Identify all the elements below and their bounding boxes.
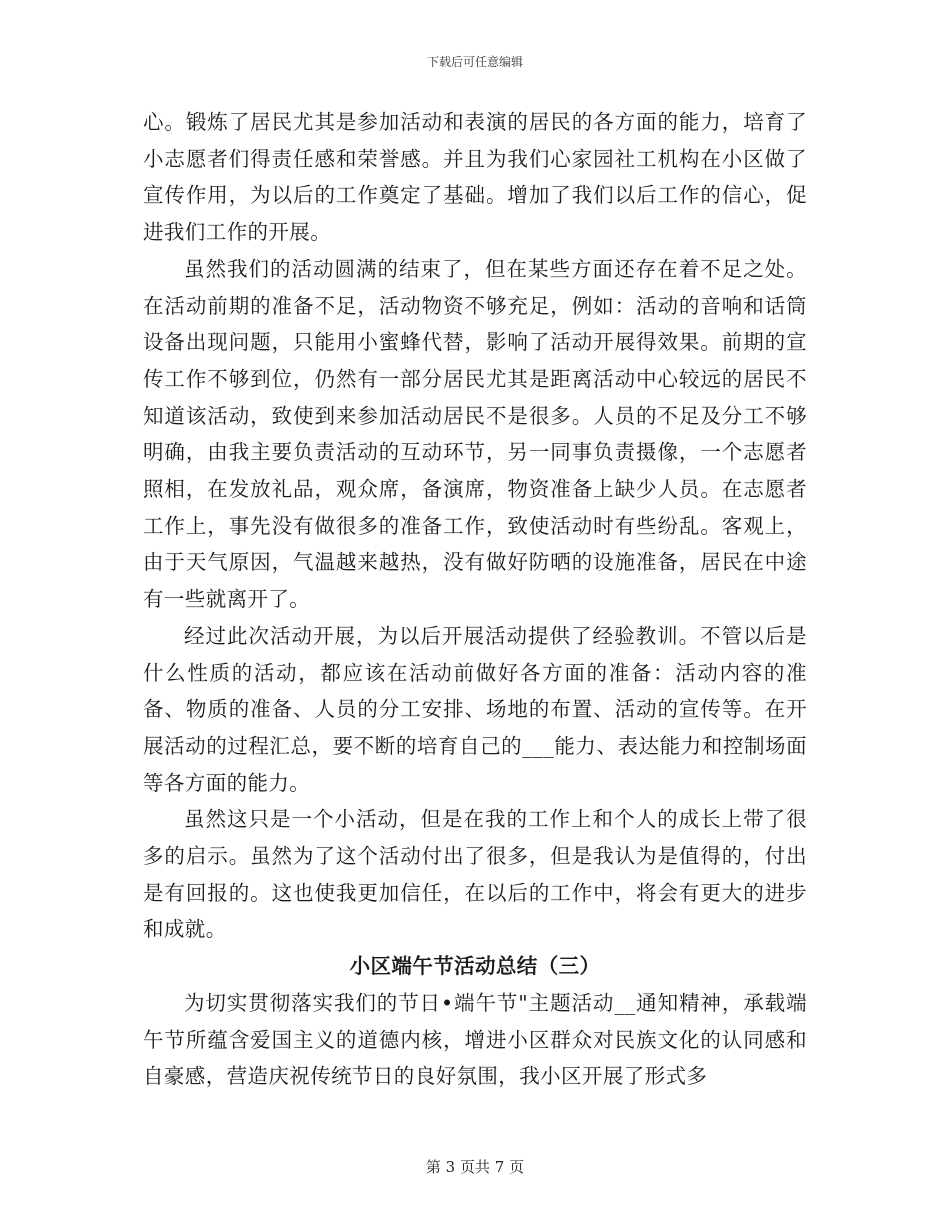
section-paragraph: 为切实贯彻落实我们的节日•端午节"主题活动__通知精神，承载端午节所蕴含爱国主义的道德内核，增进小区群众对民族文化的认同感和自豪感，营造庆祝传统节日的良好氛围，我小区开展了形式多: [143, 990, 807, 1089]
paragraph-1: 心。锻炼了居民尤其是参加活动和表演的居民的各方面的能力，培育了小志愿者们得责任感和荣誉感。并且为我们心家园社工机构在小区做了宣传作用，为以后的工作奠定了基础。增加了我们以后工作的信心，促进我们工作的开展。: [143, 110, 807, 245]
paragraph-4: 虽然这只是一个小活动，但是在我的工作上和个人的成长上带了很多的启示。虽然为了这个活动付出了很多，但是我认为是值得的，付出是有回报的。这也使我更加信任，在以后的工作中，将会有更大的进步和成就。: [143, 807, 807, 942]
page-number: 第 3 页共 7 页: [425, 1158, 525, 1176]
page-header: 下载后可任意编辑: [426, 55, 523, 69]
paragraph-2: 虽然我们的活动圆满的结束了，但在某些方面还存在着不足之处。在活动前期的准备不足，活动物资不够充足，例如：活动的音响和话筒设备出现问题，只能用小蜜蜂代替，影响了活动开展得效果。前期的宣传工作不够到位，仍然有一部分居民尤其是距离活动中心较远的居民不知道该活动，致使到来参加活动居民不是很多。人员的不足及分工不够明确，由我主要负责活动的互动环节，另一同事负责摄像，一个志愿者照相，在发放礼品，观众席，备演席，物资准备上缺少人员。在志愿者工作上，事先没有做很多的准备工作，致使活动时有些纷乱。客观上，由于天气原因，气温越来越热，没有做好防晒的设施准备，居民在中途有一些就离开了。: [143, 256, 807, 612]
document-body: [143, 104, 807, 1095]
section-title: 小区端午节活动总结（三）: [349, 954, 601, 979]
paragraph-3: 经过此次活动开展，为以后开展活动提供了经验教训。不管以后是什么性质的活动，都应该在活动前做好各方面的准备：活动内容的准备、物质的准备、人员的分工安排、场地的布置、活动的宣传等。在开展活动的过程汇总，要不断的培育自己的___能力、表达能力和控制场面等各方面的能力。: [143, 623, 807, 795]
